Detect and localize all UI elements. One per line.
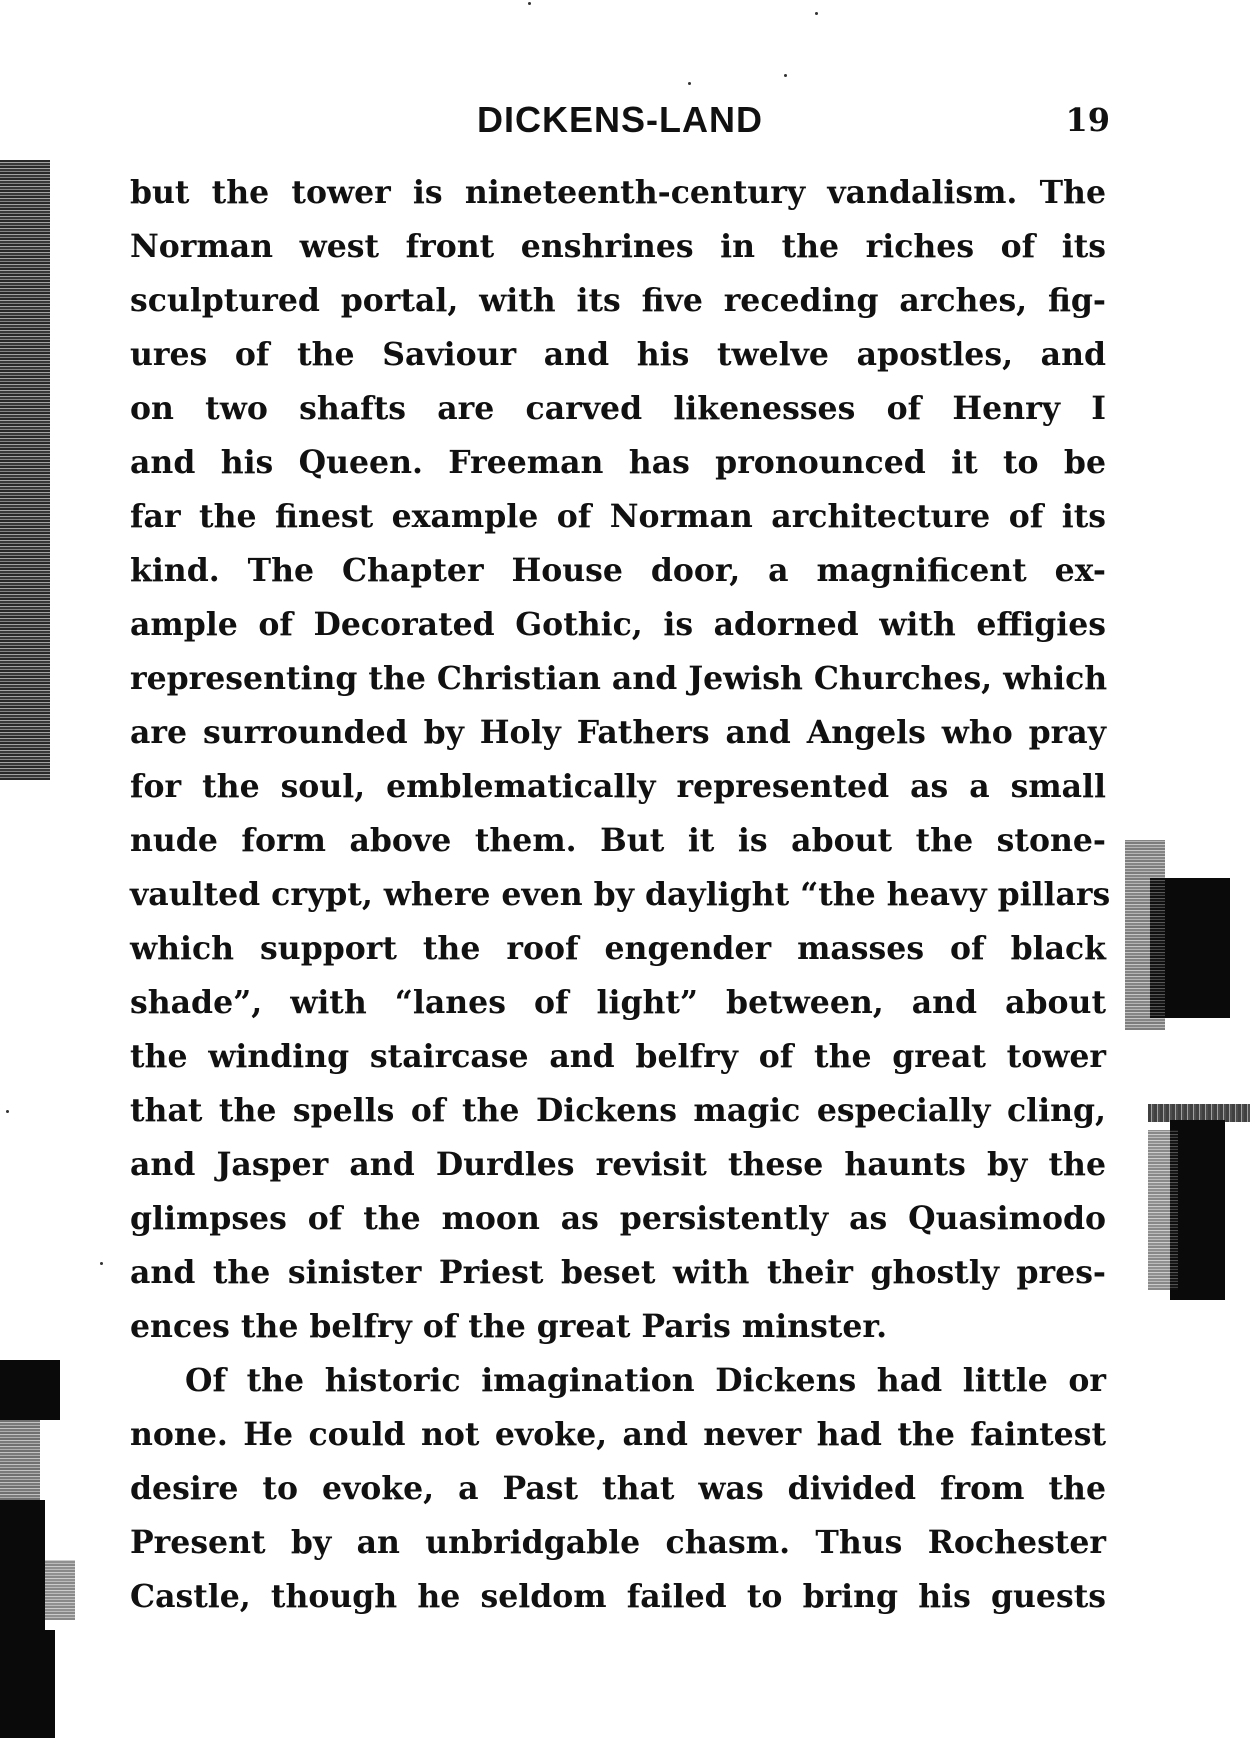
text-line: none. He could not evoke, and never had the faintest	[130, 1416, 1106, 1453]
scan-artifact-left-block-1	[0, 1360, 60, 1420]
text-line: are surrounded by Holy Fathers and Angels who pray	[130, 714, 1106, 751]
text-line: vaulted crypt, where even by daylight “the heavy pillars	[130, 876, 1111, 913]
scan-artifact-left-edge-bottom	[45, 1560, 75, 1620]
text-line: and the sinister Priest beset with their ghostly pres-	[130, 1254, 1106, 1291]
text-line: far the finest example of Norman architecture of its	[130, 498, 1106, 535]
scan-artifact-right-fuzz-3	[1148, 1130, 1178, 1290]
text-line: but the tower is nineteenth-century vandalism. The	[130, 174, 1106, 211]
text-line: glimpses of the moon as persistently as Quasimodo	[130, 1200, 1106, 1237]
text-line: shade”, with “lanes of light” between, and about	[130, 984, 1106, 1021]
text-line: Norman west front enshrines in the riches of its	[130, 228, 1106, 265]
text-line: the winding staircase and belfry of the great tower	[130, 1038, 1106, 1075]
text-line: and Jasper and Durdles revisit these haunts by the	[130, 1146, 1106, 1183]
text-line: and his Queen. Freeman has pronounced it to be	[130, 444, 1106, 481]
text-line: kind. The Chapter House door, a magnificent ex-	[130, 552, 1106, 589]
text-line: for the soul, emblematically represented as a small	[130, 768, 1106, 805]
paragraph	[130, 166, 1111, 1354]
scan-speck	[815, 12, 818, 15]
scan-speck	[100, 1262, 103, 1265]
scan-speck	[784, 74, 787, 77]
scan-artifact-right-fuzz-1	[1125, 840, 1165, 1030]
text-line: on two shafts are carved likenesses of Henry I	[130, 390, 1106, 427]
scan-speck	[528, 2, 531, 5]
scan-artifact-left-edge-mid	[0, 1420, 40, 1500]
page-number: 19	[1065, 101, 1110, 139]
text-line: desire to evoke, a Past that was divided from the	[130, 1470, 1106, 1507]
text-line: that the spells of the Dickens magic especially cling,	[130, 1092, 1106, 1129]
scan-speck	[6, 1110, 9, 1113]
text-line: ample of Decorated Gothic, is adorned with effigies	[130, 606, 1106, 643]
text-line: representing the Christian and Jewish Churches, which	[130, 660, 1108, 697]
text-line: Present by an unbridgable chasm. Thus Rochester	[130, 1524, 1106, 1561]
text-line: which support the roof engender masses of black	[130, 930, 1106, 967]
text-line: ures of the Saviour and his twelve apostles, and	[130, 336, 1106, 373]
scan-artifact-left-edge-top	[0, 160, 50, 780]
text-line: ences the belfry of the great Paris minster.	[130, 1308, 888, 1345]
body-text	[130, 166, 1111, 1624]
text-line: nude form above them. But it is about the stone-	[130, 822, 1106, 859]
scan-artifact-left-block-2	[0, 1500, 45, 1630]
text-line: Of the historic imagination Dickens had little or	[185, 1362, 1106, 1399]
running-header	[130, 98, 1110, 142]
text-line: Castle, though he seldom failed to bring his guests	[130, 1578, 1106, 1615]
scan-speck	[688, 82, 691, 85]
running-title: DICKENS-LAND	[477, 99, 763, 140]
paragraph	[130, 1354, 1106, 1624]
text-line: sculptured portal, with its five receding arches, fig-	[130, 282, 1106, 319]
scan-artifact-right-block-2	[1170, 1120, 1225, 1300]
scan-artifact-left-block-3	[0, 1630, 55, 1738]
